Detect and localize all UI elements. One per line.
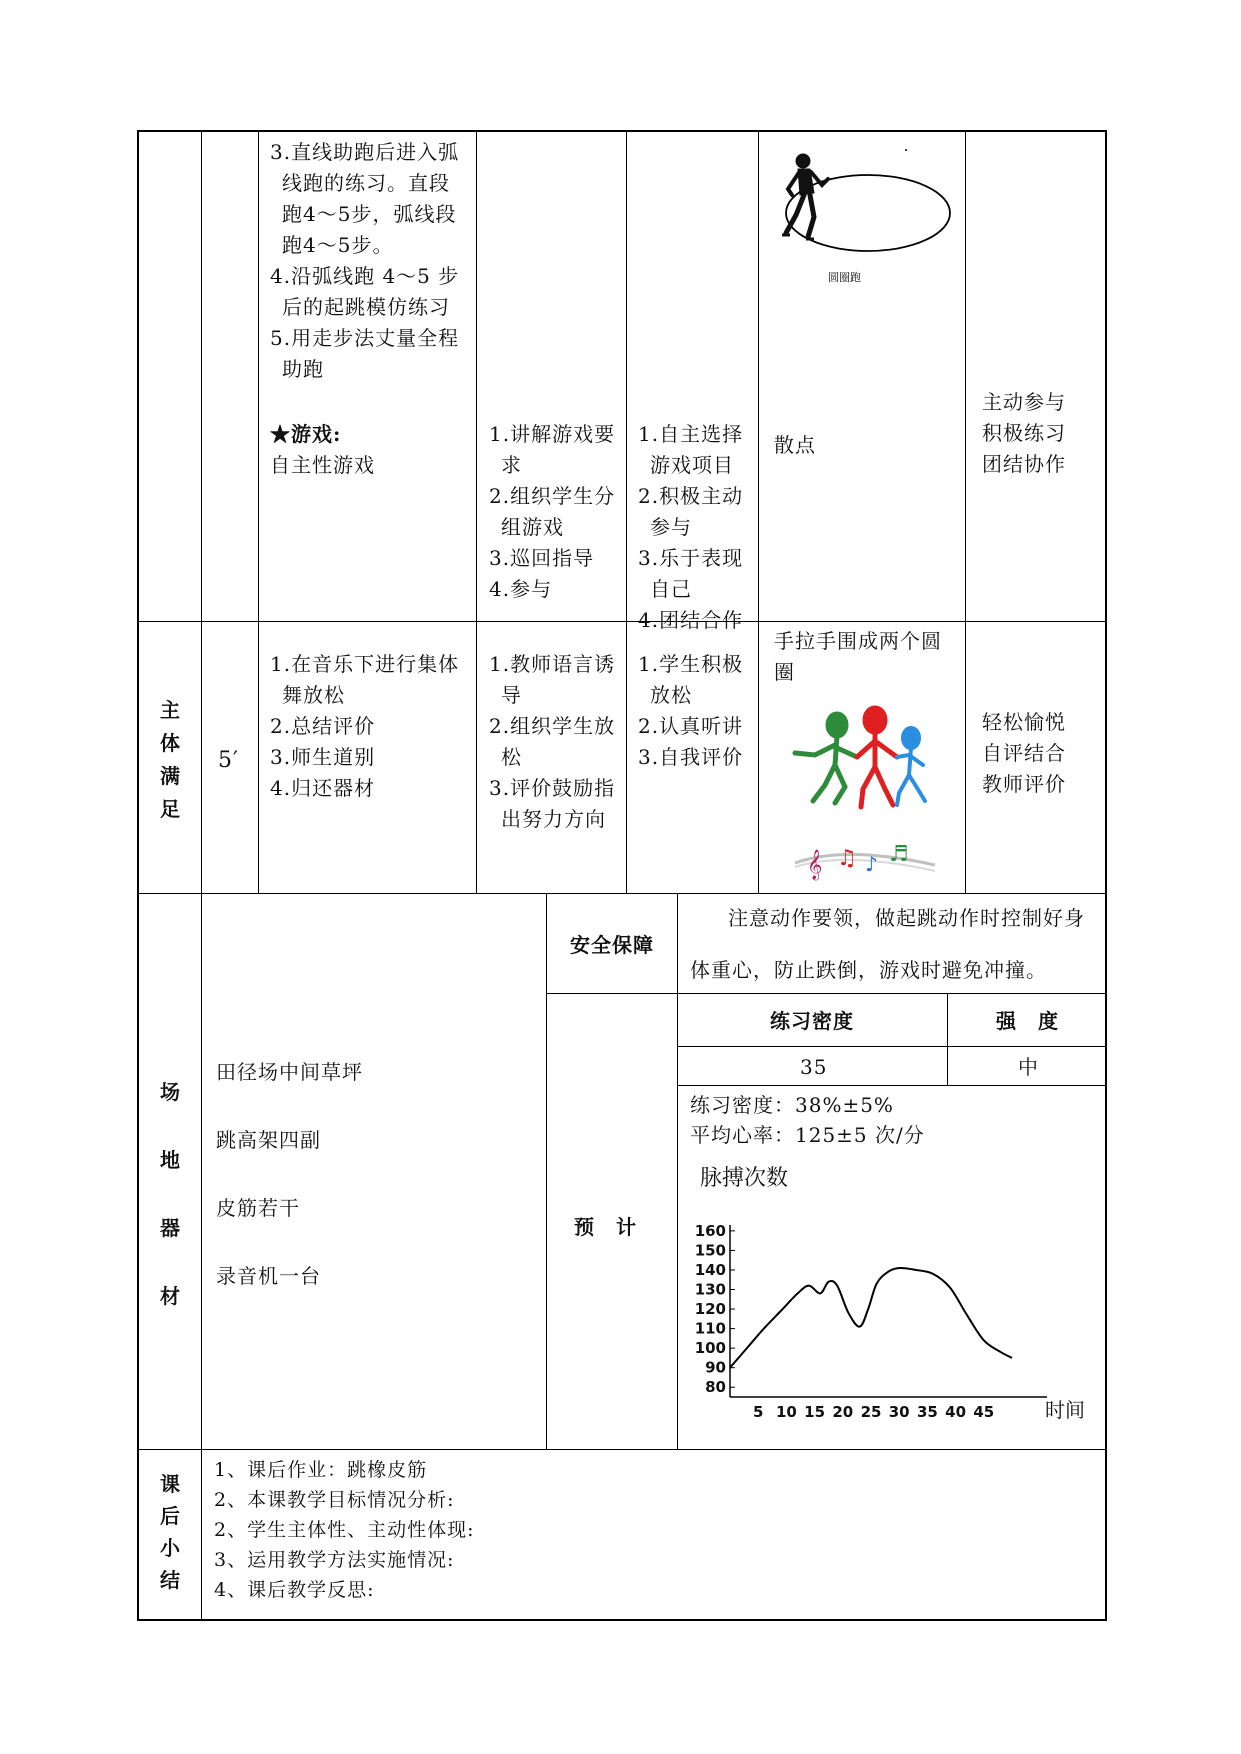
content-line: 线跑的练习。直段 [282,171,450,195]
col-rule-content [476,130,477,893]
time-duration: 5′ [218,748,239,773]
student-line: 参与 [650,515,692,539]
formation-cell-satisfaction [774,626,964,688]
content-line: 2.总结评价 [270,714,376,738]
chart-axes [730,1225,1047,1397]
chart-y-tick-label: 80 [705,1378,726,1397]
content-line: 跑4～5步，弧线段 [282,202,457,226]
chart-x-axis-label: 时间 [1045,1398,1085,1422]
summary-line: 3、运用教学方法实施情况: [214,1549,455,1571]
teacher-line: 组游戏 [501,515,564,539]
content-line: 后的起跳模仿练习 [282,295,450,319]
chart-y-ticks [695,1222,735,1396]
table-border-left [137,130,139,1621]
density-header: 练习密度 [770,1009,854,1033]
student-line: 3.自我评价 [638,745,744,769]
green-figure-icon [795,714,857,803]
chart-y-tick-label: 130 [694,1280,726,1299]
goals-cell-game [982,387,1100,480]
section-label-venue: 场 地 器 材 [160,1080,180,1308]
formation-line: 圈 [774,660,795,684]
red-figure-icon [857,708,897,807]
rule-density-header-bottom [677,1046,1107,1047]
col-rule-density [947,993,948,1085]
teacher-line: 3.评价鼓励指 [489,776,616,800]
content-line: 助跑 [282,357,324,381]
pulse-chart [690,1155,1100,1445]
table-border-top [137,130,1107,132]
teacher-line: 出努力方向 [501,807,606,831]
student-line: 1.自主选择 [638,422,744,446]
goal-line: 主动参与 [982,390,1066,414]
chart-y-tick-label: 120 [694,1300,726,1319]
col-rule-formation [965,130,966,893]
summary-line: 2、本课教学目标情况分析: [214,1489,455,1511]
svg-text:♬: ♬ [889,842,909,867]
teacher-line: 求 [501,453,522,477]
chart-x-tick-label: 45 [973,1403,995,1421]
chart-x-tick-label: 25 [860,1403,882,1421]
student-line: 放松 [650,683,692,707]
teacher-line: 1.教师语言诱 [489,652,616,676]
rule-density-value-bottom [677,1085,1107,1086]
chart-series-line [730,1268,1012,1368]
teacher-line: 1.讲解游戏要 [489,422,616,446]
formation-line: 手拉手围成两个圆 [774,629,942,653]
blue-figure-icon [897,728,925,805]
teacher-line: 2.组织学生分 [489,484,616,508]
goal-line: 教师评价 [982,772,1066,796]
goals-cell-satisfaction [982,707,1100,800]
summary-cell [214,1455,475,1605]
summary-line: 4、课后教学反思: [214,1579,375,1601]
runner-icon [782,154,828,239]
runner-circle-illustration [768,145,958,285]
student-line: 2.认真听讲 [638,714,744,738]
summary-line: 1、课后作业：跳橡皮筋 [214,1459,428,1481]
goal-line: 积极练习 [982,421,1066,445]
chart-x-tick-label: 20 [832,1403,854,1421]
svg-text:♫: ♫ [837,846,857,871]
content-line: 4.归还器材 [270,776,376,800]
estimate-label: 预 计 [574,1215,637,1239]
chart-y-tick-label: 140 [694,1260,726,1279]
rule-row3-bottom [137,1449,1107,1450]
section-label-satisfaction: 主 体 满 足 [160,698,180,821]
student-cell-game [638,419,756,636]
chart-y-tick-label: 160 [694,1221,726,1240]
section-label-summary: 课 后 小 结 [160,1472,180,1592]
heart-rate-note: 平均心率：125±5 次/分 [690,1123,925,1147]
chart-x-tick-label: 15 [804,1403,826,1421]
intensity-value: 中 [1018,1055,1039,1079]
col-rule-teacher [626,130,627,893]
safety-label: 安全保障 [570,933,654,957]
student-line: 4.团结合作 [638,608,744,632]
safety-line: 注意动作要领，做起跳动作时控制好身 [728,906,1085,930]
chart-series [730,1268,1012,1368]
chart-y-tick-label: 90 [705,1358,726,1377]
dancing-figures-illustration [785,705,945,885]
chart-title: 脉搏次数 [700,1166,789,1191]
content-line: 跑4～5步。 [282,233,394,257]
chart-y-tick-label: 150 [694,1241,726,1260]
formation-text-game: 散点 [774,433,816,457]
student-line: 3.乐于表现 [638,546,744,570]
content-line: 1.在音乐下进行集体 [270,652,460,676]
density-note: 练习密度：38%±5% [690,1093,894,1117]
content-cell-game [270,137,470,385]
formation-caption: 圆圈跑 [828,271,861,284]
content-line: 3.师生道别 [270,745,376,769]
game-title: ★游戏: [270,422,342,446]
col-rule-safety-label [677,893,678,1449]
chart-x-tick-label: 5 [752,1403,764,1421]
summary-line: 2、学生主体性、主动性体现: [214,1519,475,1541]
col-rule-time [258,130,259,893]
teacher-line: 2.组织学生放 [489,714,616,738]
density-value: 35 [800,1055,828,1079]
teacher-cell-game [489,419,624,605]
teacher-line: 松 [501,745,522,769]
intensity-header: 强 度 [996,1009,1059,1033]
content-line: 3.直线助跑后进入弧 [270,140,460,164]
venue-item: 皮筋若干 [216,1196,300,1220]
venue-item: 录音机一台 [216,1264,321,1288]
chart-x-tick-label: 35 [916,1403,938,1421]
content-line: 舞放松 [282,683,345,707]
teacher-line: 导 [501,683,522,707]
chart-x-ticks [753,1403,994,1421]
game-name: 自主性游戏 [270,453,375,477]
chart-x-tick-label: 40 [945,1403,967,1421]
student-cell-satisfaction [638,649,756,773]
svg-text:𝄞: 𝄞 [807,850,823,880]
col-rule-venue [546,893,547,1449]
col-rule-student [758,130,759,893]
chart-x-tick-label: 10 [775,1403,797,1421]
col-rule-label [201,130,202,1621]
table-border-bottom [137,1619,1107,1621]
teacher-cell-satisfaction [489,649,624,835]
teacher-line: 4.参与 [489,577,553,601]
venue-item: 田径场中间草坪 [216,1060,363,1084]
goal-line: 自评结合 [982,741,1066,765]
teacher-line: 3.巡回指导 [489,546,595,570]
table-border-right [1105,130,1107,1621]
student-line: 游戏项目 [650,453,734,477]
rule-row1-bottom [137,621,1107,622]
rule-row2-bottom [137,893,1107,894]
content-line: 5.用走步法丈量全程 [270,326,460,350]
music-notes-icon [795,842,935,881]
content-line: 4.沿弧线跑 4～5 步 [270,264,460,288]
chart-y-tick-label: 110 [694,1319,726,1338]
goal-line: 团结协作 [982,452,1066,476]
svg-text:♪: ♪ [865,852,878,876]
venue-item: 跳高架四副 [216,1128,321,1152]
student-line: 自己 [650,577,692,601]
chart-y-tick-label: 100 [694,1339,726,1358]
student-line: 2.积极主动 [638,484,744,508]
student-line: 1.学生积极 [638,652,744,676]
content-cell-satisfaction [270,649,475,804]
rule-safety-bottom [546,993,1107,994]
chart-x-tick-label: 30 [888,1403,910,1421]
safety-line: 体重心，防止跌倒，游戏时避免冲撞。 [690,958,1047,982]
goal-line: 轻松愉悦 [982,710,1066,734]
